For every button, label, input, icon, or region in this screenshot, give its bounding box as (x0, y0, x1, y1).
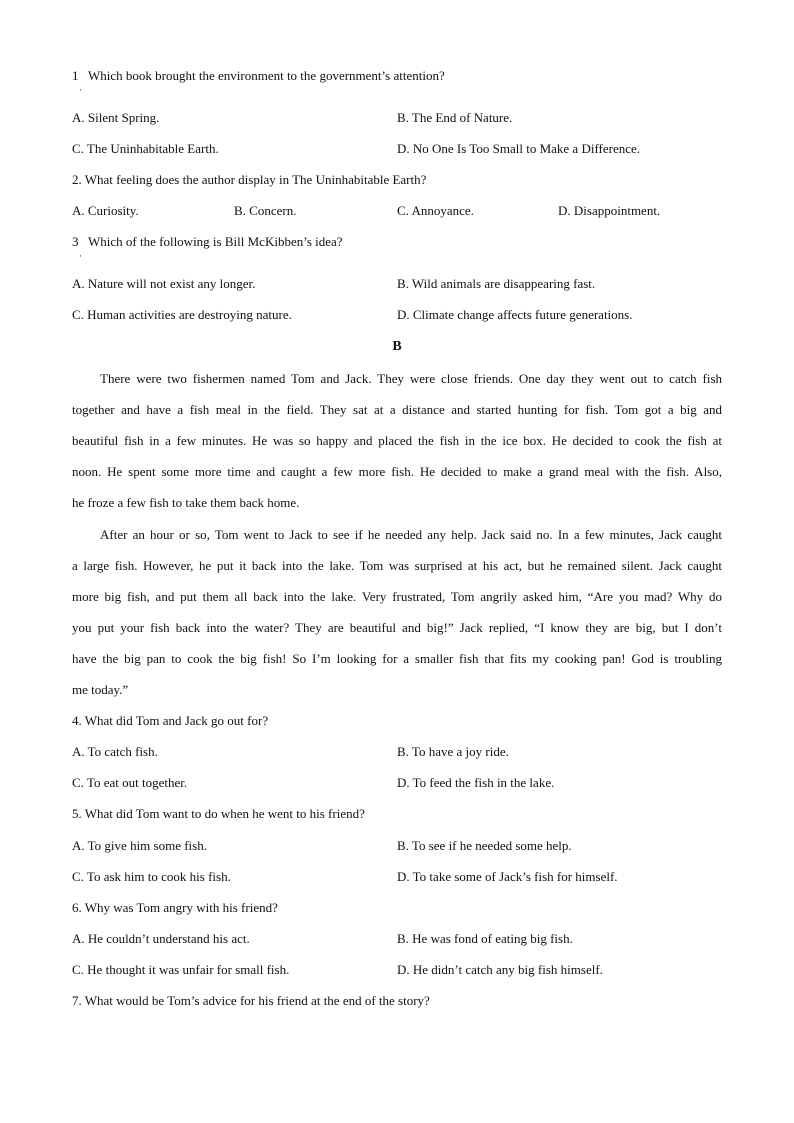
q3-mark: · (79, 251, 82, 261)
q1-option-c: C. The Uninhabitable Earth. (72, 141, 219, 156)
q5-option-c: C. To ask him to cook his fish. (72, 869, 231, 884)
q1-stem-line (72, 68, 445, 84)
q1-mark: · (79, 85, 82, 95)
passage-paragraph-2 (72, 519, 722, 706)
q4-option-c: C. To eat out together. (72, 775, 188, 790)
q1-stem: Which book brought the environment to the government’s attention? (88, 68, 445, 83)
passage-line: me today.” (72, 682, 129, 698)
passage-line: he froze a few fish to take them back home. (72, 495, 300, 511)
q3-option-c: C. Human activities are destroying nature. (72, 307, 292, 322)
q2-stem: 2. What feeling does the author display in The Uninhabitable Earth? (72, 172, 427, 187)
q4-stem: 4. What did Tom and Jack go out for? (72, 713, 269, 728)
passage-line: noon. He spent some more time and caught a few more fish. He decided to make a grand meal with the fish. Also, (72, 464, 722, 480)
passage-line: more big fish, and put them all back into the lake. Very frustrated, Tom angrily asked him, “Are you mad? Why do (72, 589, 722, 605)
q5-stem: 5. What did Tom want to do when he went to his friend? (72, 806, 365, 821)
q5-option-a: A. To give him some fish. (72, 838, 207, 853)
q2-option-c: C. Annoyance. (397, 203, 474, 218)
q3-option-a: A. Nature will not exist any longer. (72, 276, 256, 291)
q3-option-b: B. Wild animals are disappearing fast. (397, 276, 596, 291)
section-b-heading: B (392, 339, 402, 354)
q6-option-c: C. He thought it was unfair for small fish. (72, 962, 290, 977)
q3-stem-line (72, 234, 343, 250)
q6-option-b: B. He was fond of eating big fish. (397, 931, 573, 946)
passage-line: have the big pan to cook the big fish! So I’m looking for a smaller fish that fits my cooking pan! God is troubling (72, 651, 722, 667)
q1-option-d: D. No One Is Too Small to Make a Difference. (397, 141, 641, 156)
q3-stem: Which of the following is Bill McKibben’s idea? (88, 234, 343, 249)
q6-stem: 6. Why was Tom angry with his friend? (72, 900, 278, 915)
passage-line: After an hour or so, Tom went to Jack to see if he needed any help. Jack said no. In a few minutes, Jack caught (100, 527, 722, 542)
q4-option-a: A. To catch fish. (72, 744, 158, 759)
q1-option-b: B. The End of Nature. (397, 110, 513, 125)
q6-option-d: D. He didn’t catch any big fish himself. (397, 962, 603, 977)
q5-option-b: B. To see if he needed some help. (397, 838, 572, 853)
passage-line: There were two fishermen named Tom and Jack. They were close friends. One day they went out to catch fish (100, 371, 722, 386)
q7-stem: 7. What would be Tom’s advice for his friend at the end of the story? (72, 993, 430, 1008)
q4-option-b: B. To have a joy ride. (397, 744, 509, 759)
passage-paragraph-1 (72, 363, 722, 518)
q2-option-a: A. Curiosity. (72, 203, 139, 218)
q3-option-d: D. Climate change affects future generations. (397, 307, 633, 322)
q4-option-d: D. To feed the fish in the lake. (397, 775, 555, 790)
passage-line: you put your fish back into the water? They are beautiful and big!” Jack replied, “I know they are big, but I don’t (72, 620, 722, 636)
q3-number: 3 (72, 234, 79, 249)
q2-option-d: D. Disappointment. (558, 203, 661, 218)
passage-line: beautiful fish in a few minutes. He was so happy and placed the fish in the ice box. He decided to cook the fish at (72, 433, 722, 449)
q5-option-d: D. To take some of Jack’s fish for himself. (397, 869, 618, 884)
q6-option-a: A. He couldn’t understand his act. (72, 931, 250, 946)
q2-option-b: B. Concern. (234, 203, 297, 218)
passage-line: together and have a fish meal in the field. They sat at a distance and started hunting for fish. Tom got a big and (72, 402, 722, 418)
q1-number: 1 (72, 68, 79, 83)
passage-line: a large fish. However, he put it back into the lake. Tom was surprised at his act, but he remained silent. Jack caught (72, 558, 722, 574)
q1-option-a: A. Silent Spring. (72, 110, 160, 125)
